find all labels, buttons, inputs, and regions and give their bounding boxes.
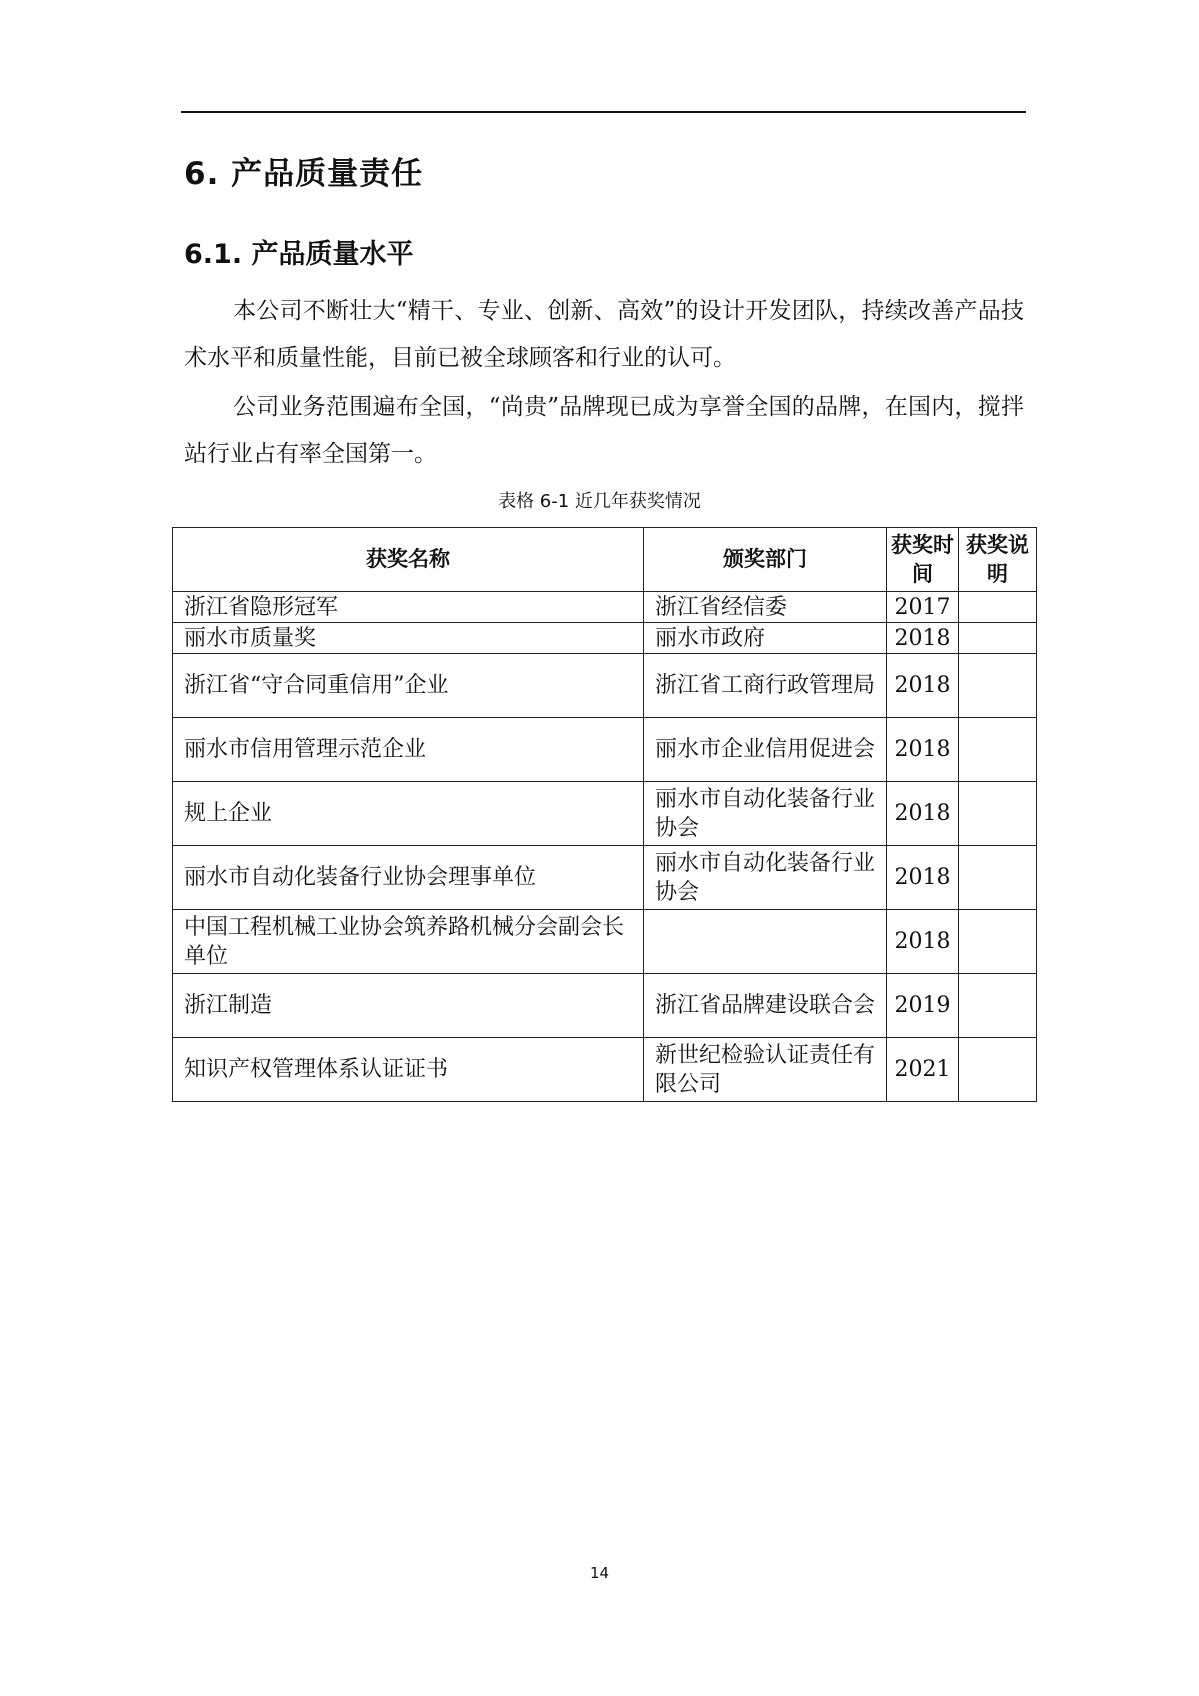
award-name-cell: 丽水市自动化装备行业协会理事单位 xyxy=(173,846,644,910)
table-header-row xyxy=(173,528,1037,592)
paragraph-business: 公司业务范围遍布全国，“尚贵”品牌现已成为享誉全国的品牌，在国内，搅拌站行业占有率全国第一。 xyxy=(184,394,1024,467)
department-cell: 新世纪检验认证责任有限公司 xyxy=(644,1038,887,1102)
table-row xyxy=(173,910,1037,974)
year-cell: 2018 xyxy=(887,718,959,782)
note-cell xyxy=(959,782,1037,846)
department-cell xyxy=(644,910,887,974)
header-award-note: 获奖说明 xyxy=(959,528,1037,592)
year-cell: 2018 xyxy=(887,782,959,846)
award-name-cell: 中国工程机械工业协会筑养路机械分会副会长单位 xyxy=(173,910,644,974)
note-cell xyxy=(959,592,1037,623)
year-cell: 2018 xyxy=(887,654,959,718)
award-name-cell: 浙江制造 xyxy=(173,974,644,1038)
award-name-cell: 丽水市信用管理示范企业 xyxy=(173,718,644,782)
award-name-cell: 浙江省“守合同重信用”企业 xyxy=(173,654,644,718)
header-award-name: 获奖名称 xyxy=(173,528,644,592)
note-cell xyxy=(959,623,1037,654)
award-name-cell: 丽水市质量奖 xyxy=(173,623,644,654)
table-row xyxy=(173,846,1037,910)
department-cell: 浙江省工商行政管理局 xyxy=(644,654,887,718)
year-cell: 2018 xyxy=(887,623,959,654)
subsection-title: 6.1. 产品质量水平 xyxy=(184,239,414,270)
table-row xyxy=(173,974,1037,1038)
note-cell xyxy=(959,718,1037,782)
table-row xyxy=(173,718,1037,782)
department-cell: 浙江省经信委 xyxy=(644,592,887,623)
award-name-cell: 规上企业 xyxy=(173,782,644,846)
award-name-cell: 浙江省隐形冠军 xyxy=(173,592,644,623)
paragraph-team: 本公司不断壮大“精干、专业、创新、高效”的设计开发团队，持续改善产品技术水平和质量性能，目前已被全球顾客和行业的认可。 xyxy=(184,298,1024,371)
department-cell: 丽水市自动化装备行业协会 xyxy=(644,846,887,910)
year-cell: 2018 xyxy=(887,846,959,910)
department-cell: 丽水市自动化装备行业协会 xyxy=(644,782,887,846)
table-caption: 表格 6-1 近几年获奖情况 xyxy=(498,491,701,512)
table-row xyxy=(173,1038,1037,1102)
note-cell xyxy=(959,910,1037,974)
header-department: 颁奖部门 xyxy=(644,528,887,592)
note-cell xyxy=(959,974,1037,1038)
header-award-time: 获奖时间 xyxy=(887,528,959,592)
note-cell xyxy=(959,846,1037,910)
page-number: 14 xyxy=(589,1564,610,1582)
section-title: 6. 产品质量责任 xyxy=(184,156,424,192)
note-cell xyxy=(959,1038,1037,1102)
table-row xyxy=(173,782,1037,846)
note-cell xyxy=(959,654,1037,718)
award-name-cell: 知识产权管理体系认证证书 xyxy=(173,1038,644,1102)
department-cell: 丽水市政府 xyxy=(644,623,887,654)
header-rule xyxy=(181,111,1026,113)
table-row xyxy=(173,654,1037,718)
awards-table xyxy=(172,527,1037,1102)
table-row xyxy=(173,623,1037,654)
year-cell: 2017 xyxy=(887,592,959,623)
department-cell: 浙江省品牌建设联合会 xyxy=(644,974,887,1038)
year-cell: 2019 xyxy=(887,974,959,1038)
table-row xyxy=(173,592,1037,623)
department-cell: 丽水市企业信用促进会 xyxy=(644,718,887,782)
year-cell: 2018 xyxy=(887,910,959,974)
year-cell: 2021 xyxy=(887,1038,959,1102)
